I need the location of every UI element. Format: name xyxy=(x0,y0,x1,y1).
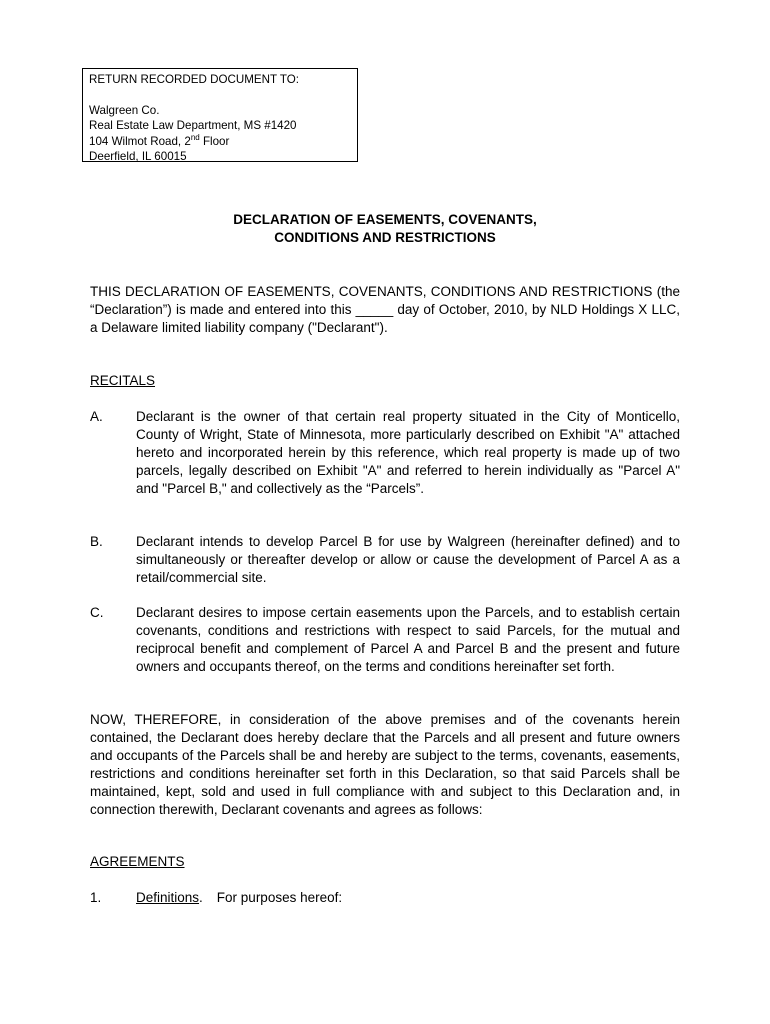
return-department: Real Estate Law Department, MS #1420 xyxy=(89,119,297,133)
blank-line xyxy=(89,87,357,102)
return-street xyxy=(89,134,357,149)
return-company: Walgreen Co. xyxy=(89,103,160,117)
floor-text: Floor xyxy=(199,134,230,148)
recitals-heading: RECITALS xyxy=(90,373,156,388)
return-city: Deerfield, IL 60015 xyxy=(89,150,187,164)
recital-letter: B. xyxy=(90,534,103,549)
street-text: 104 Wilmot Road, 2 xyxy=(89,134,191,148)
recital-text: Declarant is the owner of that certain real property situated in the City of Monticello, County of Wright, State of Minnesota, more particularly described on Exhibit "A" attached hereto and incorporated herein by this reference, which real property is made up of two parcels, legally described on Exhibit "A" and referred to herein individually as "Parcel A" and "Parcel B," and collectively as the “Parcels”. xyxy=(136,409,680,496)
recital-text: Declarant intends to develop Parcel B for use by Walgreen (hereinafter defined) and to simultaneously or thereafter develop or allow or cause the development of Parcel A as a retail/commercial site. xyxy=(136,534,680,585)
recital-a xyxy=(90,408,680,498)
recital-letter: C. xyxy=(90,605,104,620)
title-line-1: DECLARATION OF EASEMENTS, COVENANTS, xyxy=(233,212,537,227)
now-therefore-paragraph: NOW, THEREFORE, in consideration of the above premises and of the covenants herein contained, the Declarant does hereby declare that the Parcels and all present and future owners and occupants of the Parcels shall be and hereby are subject to the terms, covenants, easements, restrictions and conditions hereinafter set forth in this Declaration, so that said Parcels shall be maintained, kept, sold and used in full compliance with and subject to this Declaration and, in connection therewith, Declarant covenants and agrees as follows: xyxy=(90,712,680,817)
document-title xyxy=(90,211,680,247)
agreement-body: Definitions. For purposes hereof: xyxy=(136,890,343,905)
intro-paragraph: THIS DECLARATION OF EASEMENTS, COVENANTS, CONDITIONS AND RESTRICTIONS (the “Declaration”) is made and entered into this _____ day of October, 2010, by NLD Holdings X LLC, a Delaware limited liability company ("Declarant"). xyxy=(90,284,680,335)
recital-text: Declarant desires to impose certain easements upon the Parcels, and to establish certain covenants, conditions and restrictions with respect to said Parcels, for the mutual and reciprocal benefit and complement of Parcel A and Parcel B and the present and future owners and occupants thereof, on the terms and conditions hereinafter set forth. xyxy=(136,605,680,674)
recital-letter: A. xyxy=(90,409,103,424)
recital-b xyxy=(90,533,680,587)
agreements-heading: AGREEMENTS xyxy=(90,854,185,869)
return-address-box xyxy=(82,68,358,162)
agreement-number: 1. xyxy=(90,890,102,905)
agreement-item-1 xyxy=(90,889,680,907)
return-heading: RETURN RECORDED DOCUMENT TO: xyxy=(89,73,299,86)
title-line-2: CONDITIONS AND RESTRICTIONS xyxy=(274,230,496,245)
agreement-text: For purposes hereof: xyxy=(216,890,343,905)
ordinal-suffix: nd xyxy=(190,132,200,142)
agreement-term: Definitions xyxy=(136,890,200,905)
recital-c xyxy=(90,604,680,676)
